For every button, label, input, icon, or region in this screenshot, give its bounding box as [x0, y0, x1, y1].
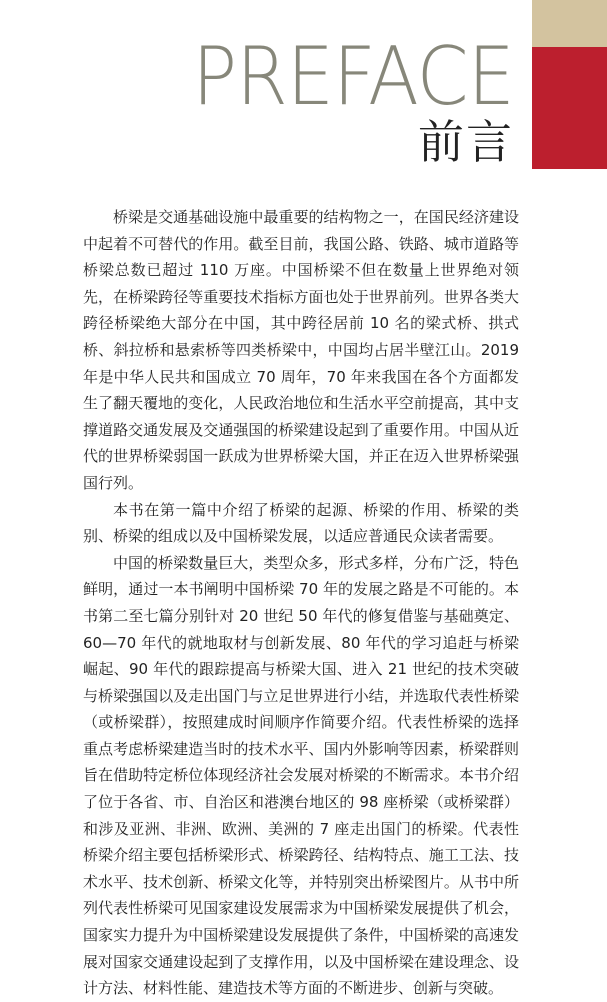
page-title-chinese: 前言 — [418, 115, 514, 169]
decorative-red-block — [532, 47, 607, 169]
decorative-tan-block — [532, 0, 607, 47]
paragraph-2: 本书在第一篇中介绍了桥梁的起源、桥梁的作用、桥梁的类别、桥梁的组成以及中国桥梁发展，以适应普通民众读者需要。 — [83, 500, 519, 546]
paragraph-1: 桥梁是交通基础设施中最重要的结构物之一，在国民经济建设中起着不可替代的作用。截至目前，我国公路、铁路、城市道路等桥梁总数已超过 110 万座。中国桥梁不但在数量上世界绝对领先，在桥梁跨径等重要技术指标方面也处于世界前列。世界各类大跨径桥梁绝大部分在中国，其中跨径居前 10 名的梁式桥、拱式桥、斜拉桥和悬索桥等四类桥梁中，中国均占居半壁江山。2019 年是中华人民共和国成立 70 周年，70 年来我国在各个方面都发生了翻天覆地的变化，人民政治地位和生活水平空前提高，其中支撑道路交通发展及交通强国的桥梁建设起到了重要作用。中国从近代的世界桥梁弱国一跃成为世界桥梁大国，并正在迈入世界桥梁强国行列。 — [83, 208, 519, 492]
preface-body — [83, 204, 519, 1002]
paragraph-3: 中国的桥梁数量巨大，类型众多，形式多样，分布广泛，特色鲜明，通过一本书阐明中国桥梁 70 年的发展之路是不可能的。本书第二至七篇分别针对 20 世纪 50 年代的修复借鉴与基础奠定、60—70 年代的就地取材与创新发展、80 年代的学习追赶与桥梁崛起、90 年代的跟踪提高与桥梁大国、进入 21 世纪的技术突破与桥梁强国以及走出国门与立足世界进行小结，并选取代表性桥梁（或桥梁群），按照建成时间顺序作简要介绍。代表性桥梁的选择重点考虑桥梁建造当时的技术水平、国内外影响等因素，桥梁群则旨在借助特定桥位体现经济社会发展对桥梁的不断需求。本书介绍了位于各省、市、自治区和港澳台地区的 98 座桥梁（或桥梁群）和涉及亚洲、非洲、欧洲、美洲的 7 座走出国门的桥梁。代表性桥梁介绍主要包括桥梁形式、桥梁跨径、结构特点、施工工法、技术水平、技术创新、桥梁文化等，并特别突出桥梁图片。从书中所列代表性桥梁可见国家建设发展需求为中国桥梁发展提供了机会，国家实力提升为中国桥梁建设发展提供了条件，中国桥梁的高速发展对国家交通建设起到了支撑作用，以及中国桥梁在建设理念、设计方法、材料性能、建造技术等方面的不断进步、创新与突破。 — [83, 553, 519, 998]
page-title-english: PREFACE — [192, 30, 514, 123]
